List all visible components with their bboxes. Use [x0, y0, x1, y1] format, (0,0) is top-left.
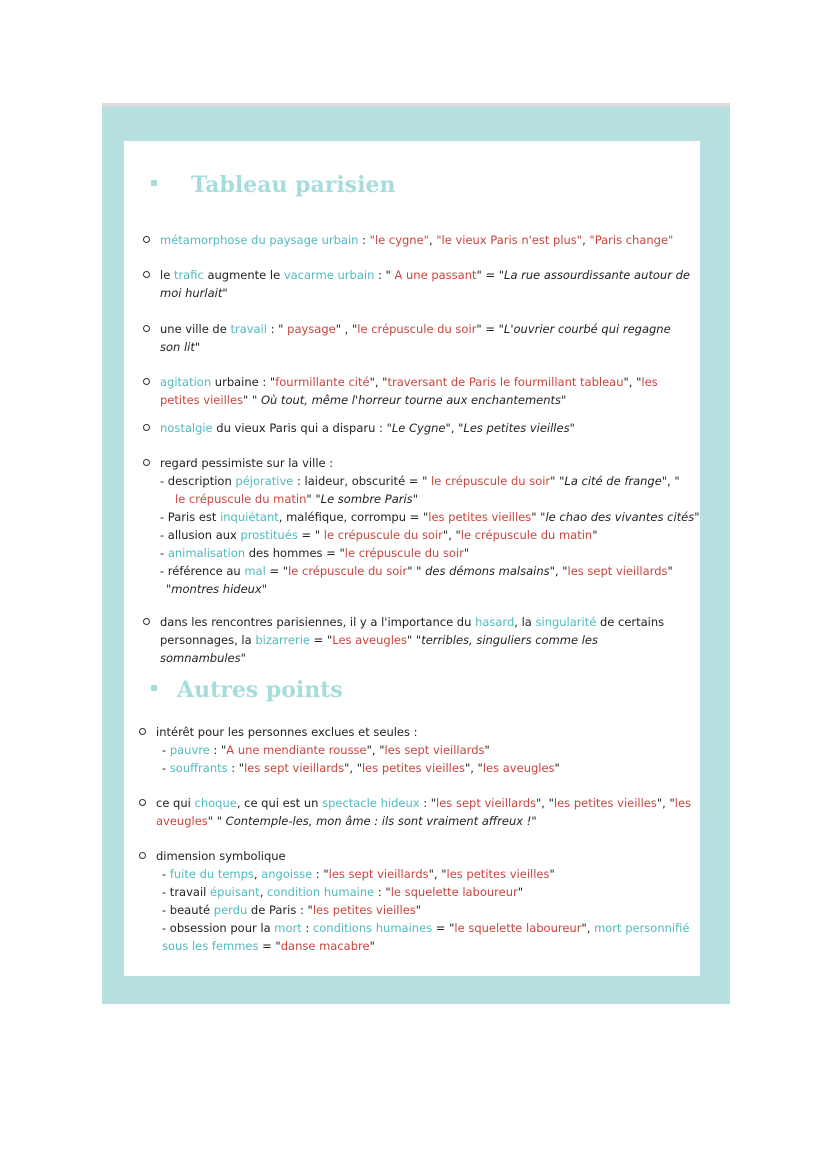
- circle-bullet-icon: [143, 271, 150, 278]
- sub-item: - fuite du temps, angoisse : "les sept vieillards", "les petites vieilles": [162, 867, 555, 881]
- list-item: dans les rencontres parisiennes, il y a l'importance du hasard, la singularité de certains personnages, la bizarrerie = "Les aveugles" "terribles, singuliers comme les somnambules": [160, 613, 680, 667]
- list-item: nostalgie du vieux Paris qui a disparu : "Le Cygne", "Les petites vieilles": [160, 419, 694, 437]
- sub-item: - allusion aux prostitués = " le crépuscule du soir", "le crépuscule du matin": [160, 528, 598, 542]
- list-item: métamorphose du paysage urbain : "le cygne", "le vieux Paris n'est plus", "Paris change": [160, 231, 700, 249]
- sub-item: - obsession pour la mort : conditions humaines = "le squelette laboureur", mort personnifié sous les femmes = "danse macabre": [162, 921, 690, 953]
- list-item: intérêt pour les personnes exclues et seules : - pauvre : "A une mendiante rousse", "les sept vieillards" - souffrants : "les sept vieillards", "les petites vieilles", "les aveugles": [156, 723, 696, 777]
- list-item: ce qui choque, ce qui est un spectacle hideux : "les sept vieillards", "les petites vieilles", "les aveugles" " Contemple-les, mon âme : ils sont vraiment affreux !": [156, 794, 696, 830]
- circle-bullet-icon: [143, 618, 150, 625]
- list-item-pessimism: regard pessimiste sur la ville : - description péjorative : laideur, obscurité = " le crépuscule du soir" "La cité de frange", " le crépuscule du matin" "Le sombre Paris" - Paris est inquiétant, maléfique, corrompu = "les petites vieilles" "le chao des vivantes cités" - allusion aux prostitués = " le crépuscule du soir", "le crépuscule du matin" - animalisation des hommes = "le crépuscule du soir" - référence au mal = "le crépuscule du soir" " des démons malsains", "les sept vieillards" "montres hideux": [160, 454, 700, 598]
- circle-bullet-icon: [143, 459, 150, 466]
- circle-bullet-icon: [139, 728, 146, 735]
- list-item: le trafic augmente le vacarme urbain : " A une passant" = "La rue assourdissante autour de moi hurlait": [160, 266, 694, 302]
- circle-bullet-icon: [143, 378, 150, 385]
- sub-item: - beauté perdu de Paris : "les petites vieilles": [162, 903, 422, 917]
- sub-item: - pauvre : "A une mendiante rousse", "les sept vieillards": [162, 743, 490, 757]
- list-item: agitation urbaine : "fourmillante cité", "traversant de Paris le fourmillant tableau", "les petites vieilles" " Où tout, même l'horreur tourne aux enchantements": [160, 373, 670, 409]
- sub-item: - souffrants : "les sept vieillards", "les petites vieilles", "les aveugles": [162, 761, 560, 775]
- sub-item: - référence au mal = "le crépuscule du soir" " des démons malsains", "les sept vieillards" "montres hideux": [160, 564, 673, 596]
- circle-bullet-icon: [139, 799, 146, 806]
- circle-bullet-icon: [143, 424, 150, 431]
- section-title-tableau-parisien: Tableau parisien: [151, 172, 396, 198]
- square-bullet-icon: [151, 685, 157, 691]
- sub-item: - animalisation des hommes = "le crépuscule du soir": [160, 546, 470, 560]
- sub-item: - travail épuisant, condition humaine : "le squelette laboureur": [162, 885, 524, 899]
- list-item: une ville de travail : " paysage" , "le crépuscule du soir" = "L'ouvrier courbé qui regagne son lit": [160, 320, 694, 356]
- list-item: dimension symbolique - fuite du temps, angoisse : "les sept vieillards", "les petites vieilles" - travail épuisant, condition humaine : "le squelette laboureur" - beauté perdu de Paris : "les petites vieilles" - obsession pour la mort : conditions humaines = "le squelette laboureur", mort personnifié sous les femmes = "danse macabre": [156, 847, 696, 955]
- circle-bullet-icon: [143, 236, 150, 243]
- circle-bullet-icon: [143, 325, 150, 332]
- square-bullet-icon: [151, 180, 157, 186]
- circle-bullet-icon: [139, 852, 146, 859]
- section-title-autres-points: Autres points: [151, 677, 343, 703]
- sub-item: - Paris est inquiétant, maléfique, corrompu = "les petites vieilles" "le chao des vivantes cités": [160, 510, 700, 524]
- sub-item: - description péjorative : laideur, obscurité = " le crépuscule du soir" "La cité de frange", " le crépuscule du matin" "Le sombre Paris": [160, 474, 680, 506]
